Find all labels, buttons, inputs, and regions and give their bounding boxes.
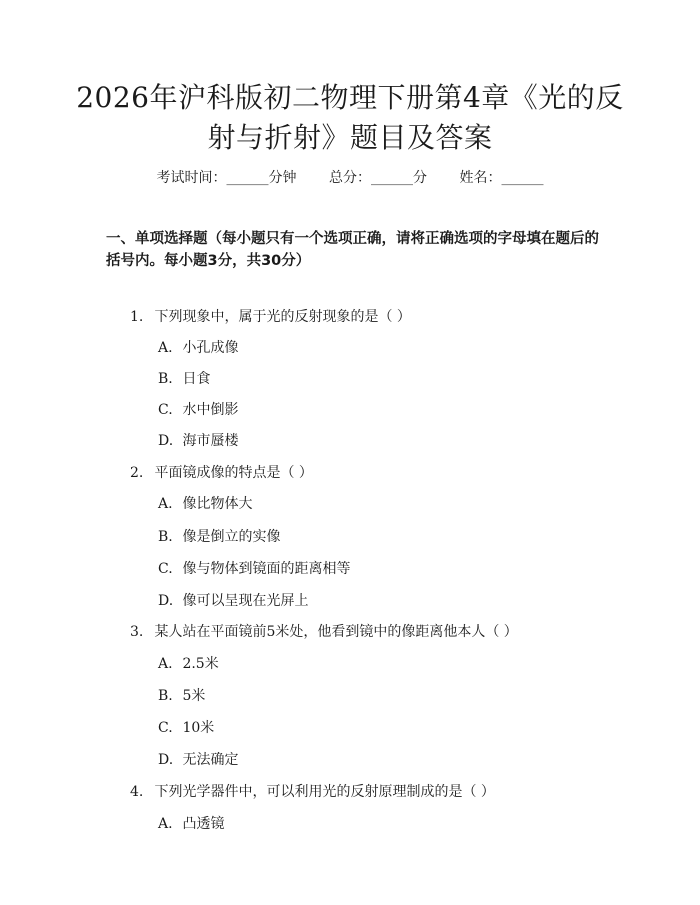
question-text: 下列光学器件中，可以利用光的反射原理制成的是（ ） (154, 784, 495, 800)
question-3-option-a (158, 654, 219, 674)
option-text: 像是倒立的实像 (182, 529, 281, 545)
option-letter: B. (158, 371, 173, 387)
question-3-option-c (158, 718, 214, 738)
option-text: 凸透镜 (182, 816, 225, 832)
option-letter: B. (158, 688, 173, 704)
option-text: 日食 (182, 371, 211, 387)
question-1 (130, 307, 411, 327)
option-letter: A. (158, 340, 173, 356)
question-2 (130, 463, 313, 483)
question-1-option-b (158, 369, 210, 389)
question-1-option-a (158, 338, 238, 358)
option-text: 10米 (182, 720, 215, 736)
option-letter: B. (158, 529, 173, 545)
section-heading: 一、单项选择题（每小题只有一个选项正确，请将正确选项的字母填在题后的括号内。每小题3分，共30分） (106, 231, 599, 269)
option-text: 水中倒影 (182, 402, 239, 418)
question-3 (130, 622, 518, 642)
document-title: 2026年沪科版初二物理下册第4章《光的反射与折射》题目及答案 (76, 81, 624, 154)
total-score-field: 总分：______分 (329, 170, 427, 186)
question-4 (130, 782, 495, 802)
student-name-field: 姓名：______ (459, 170, 544, 186)
option-letter: A. (158, 816, 173, 832)
option-text: 5米 (182, 688, 206, 704)
question-text: 平面镜成像的特点是（ ） (154, 465, 313, 481)
option-letter: C. (158, 720, 173, 736)
option-text: 像与物体到镜面的距离相等 (182, 561, 351, 577)
exam-time-field: 考试时间：______分钟 (156, 170, 297, 186)
question-2-option-c (158, 559, 350, 579)
question-text: 某人站在平面镜前5米处，他看到镜中的像距离他本人（ ） (154, 624, 518, 640)
question-number: 1. (130, 309, 144, 325)
question-4-option-a (158, 814, 224, 834)
option-text: 小孔成像 (182, 340, 239, 356)
question-1-option-d (158, 431, 238, 451)
question-2-option-a (158, 494, 252, 514)
question-2-option-d (158, 591, 308, 611)
exam-meta (0, 168, 700, 188)
question-3-option-d (158, 750, 238, 770)
question-number: 3. (130, 624, 144, 640)
option-text: 海市蜃楼 (182, 433, 239, 449)
question-2-option-b (158, 527, 280, 547)
question-text: 下列现象中，属于光的反射现象的是（ ） (154, 309, 411, 325)
option-text: 像比物体大 (182, 496, 253, 512)
option-letter: D. (158, 593, 174, 609)
option-letter: A. (158, 496, 173, 512)
question-1-option-c (158, 400, 238, 420)
question-number: 2. (130, 465, 144, 481)
option-text: 像可以呈现在光屏上 (182, 593, 309, 609)
option-letter: D. (158, 752, 174, 768)
option-letter: A. (158, 656, 173, 672)
option-letter: C. (158, 402, 173, 418)
option-text: 2.5米 (182, 656, 219, 672)
question-3-option-b (158, 686, 205, 706)
option-letter: D. (158, 433, 174, 449)
option-letter: C. (158, 561, 173, 577)
option-text: 无法确定 (182, 752, 239, 768)
question-number: 4. (130, 784, 144, 800)
